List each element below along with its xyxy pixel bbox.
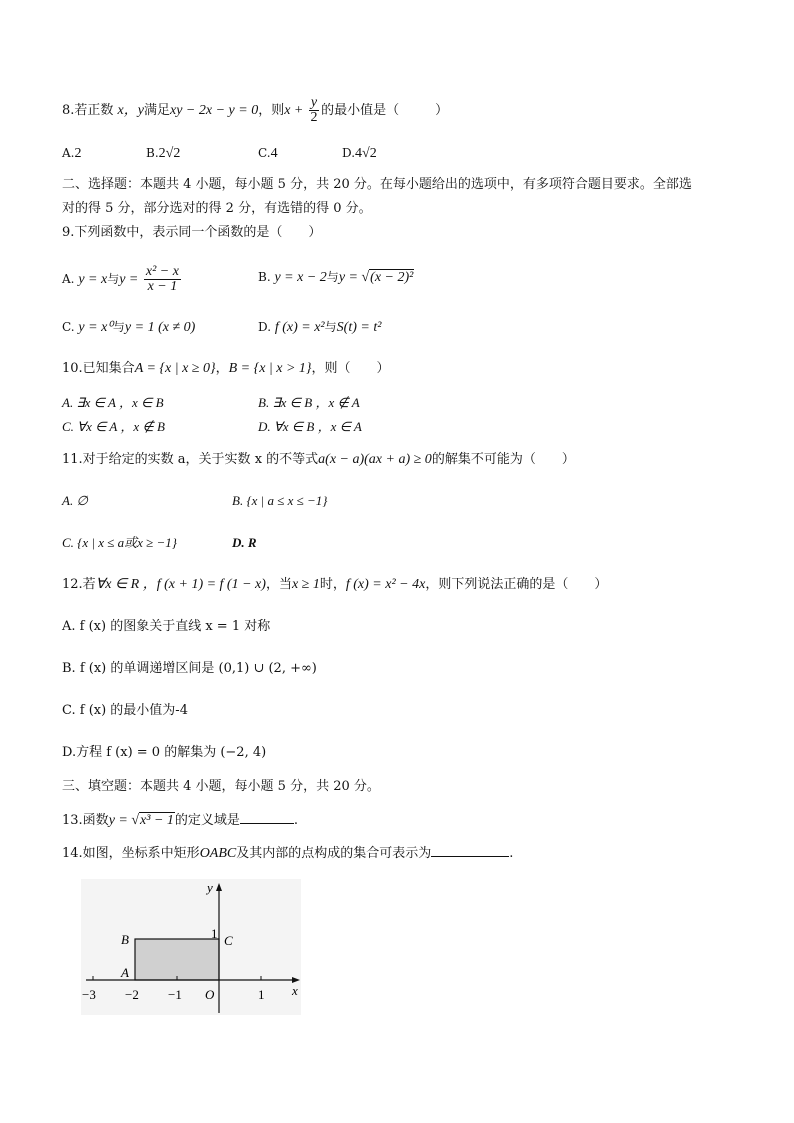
x-axis-label: x <box>292 983 298 998</box>
q12-option-a: A. f (x) 的图象关于直线 x = 1 对称 <box>62 619 271 634</box>
q11-option-c: C. {x | x ≤ a或x ≥ −1} <box>62 535 177 550</box>
q10-option-d: D. ∀x ∈ B ，x ∈ A <box>258 419 362 434</box>
q9-option-d: D. f (x) = x²与S(t) = t² <box>258 320 382 335</box>
q14-stem: 14.如图，坐标系中矩形OABC及其内部的点构成的集合可表示为 . <box>62 846 514 861</box>
rectangle-oabc <box>135 939 219 980</box>
point-b-label: B <box>121 932 129 947</box>
q11-option-a: A. ∅ <box>62 493 88 508</box>
q12-stem: 12.若∀x ∈ R ，f (x + 1) = f (1 − x)，当x ≥ 1时，f (x) = x² − 4x，则下列说法正确的是（ ） <box>62 577 608 592</box>
q10-stem: 10.已知集合A = {x | x ≥ 0}，B = {x | x > 1}，则（ ） <box>62 361 390 376</box>
q8-condition: xy − 2x − y = 0 <box>170 103 259 118</box>
point-a-label: A <box>121 965 129 980</box>
q9-stem: 9.下列函数中，表示同一个函数的是（ ） <box>62 225 322 240</box>
q10-option-b: B. ∃x ∈ B ，x ∉ A <box>258 395 360 410</box>
q8-close: ） <box>435 103 449 118</box>
q8-frac-num: y <box>310 95 318 110</box>
q8-mid: 满足 <box>143 103 170 118</box>
q9-option-c: C. y = x⁰与y = 1 (x ≠ 0) <box>62 320 196 335</box>
x-tick-neg3: −3 <box>82 987 96 1002</box>
section2-line2: 对的得 5 分，部分选对的得 2 分，有选错的得 0 分。 <box>62 201 372 216</box>
q8-then: ，则 <box>258 103 285 118</box>
q11-stem: 11.对于给定的实数 a，关于实数 x 的不等式a(x − a)(ax + a) ≥ 0的解集不可能为（ ） <box>62 452 575 467</box>
q8-stem <box>62 96 448 125</box>
q9-option-a: A. y = x与y = $\frac{\text{x² − x}}{x - 1}$ <box>62 264 179 294</box>
q13-answer-blank[interactable] <box>240 823 294 824</box>
y-axis-label: y <box>207 880 213 895</box>
section2-line1: 二、选择题：本题共 4 小题，每小题 5 分，共 20 分。在每小题给出的选项中，有多项符合题目要求。全部选 <box>62 177 692 192</box>
q10-option-c: C. ∀x ∈ A ，x ∉ B <box>62 419 165 434</box>
q8-fraction <box>309 96 319 125</box>
point-c-label: C <box>224 933 233 948</box>
q12-option-b: B. f (x) 的单调递增区间是 (0,1) ∪ (2, +∞) <box>62 661 317 676</box>
q10-option-a: A. ∃x ∈ A ，x ∈ B <box>62 395 164 410</box>
q11-option-b: B. {x | a ≤ x ≤ −1} <box>232 493 328 508</box>
q11-option-d: D. R <box>232 535 257 550</box>
q14-answer-blank[interactable] <box>431 856 509 857</box>
q9-option-b: B. y = x − 2与y = √(x − 2)² <box>258 270 414 285</box>
q8-option-c: C.4 <box>258 146 278 161</box>
q8-option-a: A.2 <box>62 146 82 161</box>
q8-vars: x，y <box>117 103 144 118</box>
q12-option-d: D.方程 f (x) = 0 的解集为 (−2, 4) <box>62 745 267 760</box>
q8-option-b: B.2√2 <box>146 146 181 161</box>
coordinate-figure <box>80 878 302 1016</box>
origin-label: O <box>205 987 215 1002</box>
x-tick-neg1: −1 <box>168 987 182 1002</box>
q12-option-c: C. f (x) 的最小值为-4 <box>62 703 188 718</box>
section3-line: 三、填空题：本题共 4 小题，每小题 5 分，共 20 分。 <box>62 779 380 794</box>
q8-frac-den: 2 <box>310 110 318 125</box>
q9-a-fraction: $\frac{\text{x² − x}}{x - 1}$ <box>145 264 179 294</box>
y-tick-1: 1 <box>211 926 218 941</box>
q8-suffix: 的最小值是（ <box>321 103 400 118</box>
q8-prefix: 8.若正数 <box>62 103 118 118</box>
x-tick-1: 1 <box>258 987 265 1002</box>
q8-expr: x + <box>284 103 307 118</box>
q8-option-d: D.4√2 <box>342 146 377 161</box>
x-tick-neg2: −2 <box>125 987 139 1002</box>
q13-stem: 13.函数y = √x³ − 1的定义域是 . <box>62 813 299 828</box>
